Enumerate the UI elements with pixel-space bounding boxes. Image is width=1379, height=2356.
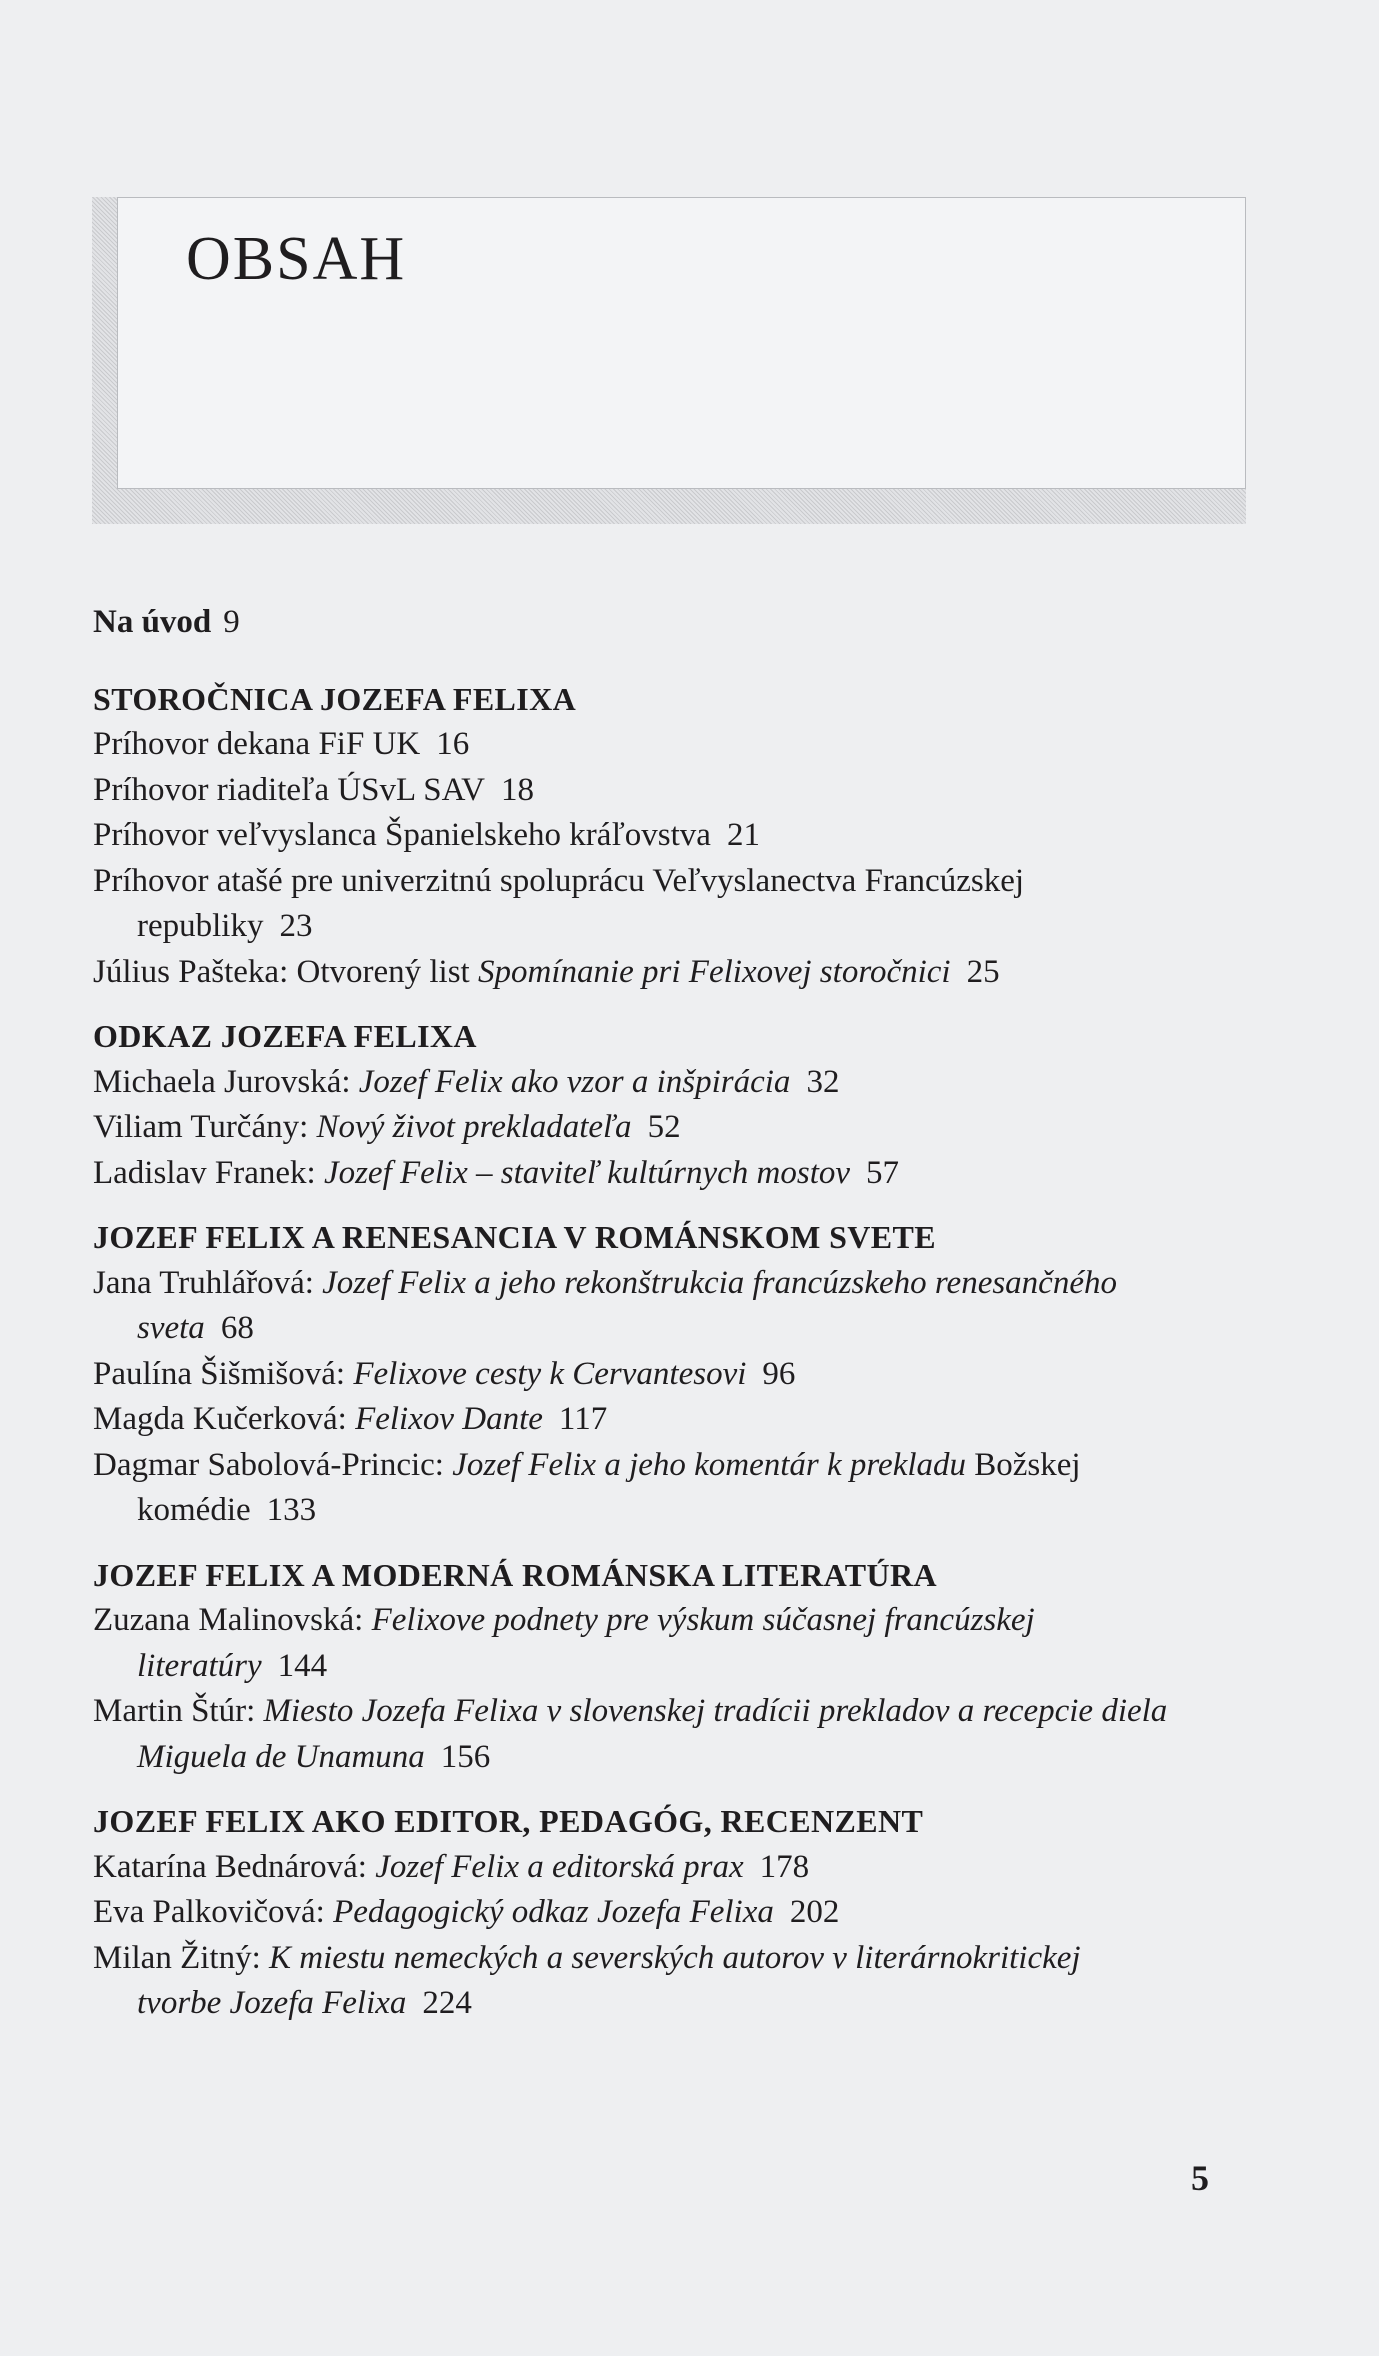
toc-entry <box>93 1890 1253 1936</box>
toc-entry <box>93 950 1253 996</box>
toc-page-number: 202 <box>789 1894 840 1930</box>
toc-entry <box>93 1936 1253 2027</box>
toc-entry <box>93 1689 1253 1780</box>
toc-page-number: 52 <box>647 1109 681 1145</box>
toc-page-number: 156 <box>440 1738 491 1775</box>
toc-entry-author: Ladislav Franek: <box>93 1154 324 1191</box>
toc-section-title: JOZEF FELIX A MODERNÁ ROMÁNSKA LITERATÚRA <box>93 1556 938 1593</box>
toc-page-number: 18 <box>500 771 534 808</box>
toc-entry <box>93 859 1253 950</box>
toc-entry <box>93 1151 1253 1197</box>
toc-page-number: 16 <box>436 726 470 762</box>
toc-entry-title: Spomínanie pri Felixovej storočnici <box>477 953 951 990</box>
toc-entry <box>93 722 1253 768</box>
toc-entry <box>93 1443 1253 1534</box>
toc-entry-label: Na úvod <box>93 604 212 640</box>
toc-entry-author: Katarína Bednárová: <box>93 1848 376 1885</box>
toc-entry <box>93 1060 1253 1106</box>
toc-section <box>93 1799 1253 2027</box>
toc-entry-title: Miesto Jozefa Felixa v slovenskej tradícii prekladov a recepcie diela <box>263 1693 1168 1729</box>
toc-entry-title-suffix: Božskej <box>966 1446 1081 1483</box>
toc-entry-title: Felixov Dante <box>355 1401 543 1437</box>
toc-page-number: 21 <box>726 817 760 853</box>
toc-page-number: 9 <box>223 604 240 640</box>
toc-section <box>93 1014 1253 1196</box>
toc-entry <box>93 1105 1253 1151</box>
toc-entry <box>93 1397 1253 1443</box>
toc-entry-author: Martin Štúr: <box>93 1693 264 1729</box>
toc-page-number: 144 <box>277 1647 328 1684</box>
toc-entry-author: Magda Kučerková: <box>93 1401 356 1437</box>
toc-entry-title-continued: tvorbe Jozefa Felixa <box>137 1985 407 2021</box>
toc-entry-author: Milan Žitný: <box>93 1939 269 1976</box>
toc-section <box>93 677 1253 996</box>
toc-entry-title: Jozef Felix a jeho rekonštrukcia francúzskeho renesančného <box>322 1264 1117 1301</box>
toc-entry-title: Jozef Felix a editorská prax <box>375 1848 744 1885</box>
toc-entry-title: Felixove podnety pre výskum súčasnej francúzskej <box>371 1602 1035 1638</box>
toc-section-title: JOZEF FELIX AKO EDITOR, PEDAGÓG, RECENZENT <box>93 1803 924 1839</box>
toc-entry-author: Dagmar Sabolová-Princic: <box>93 1446 453 1483</box>
toc-entry <box>93 1845 1253 1891</box>
toc-entry-title-continued: komédie <box>137 1492 251 1528</box>
toc-entry-author: Jana Truhlářová: <box>93 1264 323 1301</box>
toc-entry-title: Jozef Felix a jeho komentár k prekladu <box>452 1446 967 1483</box>
toc-entry <box>93 1261 1253 1352</box>
toc-entry-title: Pedagogický odkaz Jozefa Felixa <box>333 1894 774 1930</box>
toc-entry-text: Príhovor dekana FiF UK <box>93 726 421 762</box>
toc-page-number: 224 <box>422 1985 472 2021</box>
toc-entry-intro <box>93 600 1253 646</box>
toc-entry <box>93 768 1253 814</box>
toc-entry-title-continued: Miguela de Unamuna <box>137 1738 425 1775</box>
toc-section-title: JOZEF FELIX A RENESANCIA V ROMÁNSKOM SVETE <box>93 1219 937 1255</box>
toc-entry <box>93 1598 1253 1689</box>
toc-entry-title: Nový život prekladateľa <box>316 1109 632 1145</box>
toc-entry-author: Eva Palkovičová: <box>93 1894 334 1930</box>
toc-page-number: 117 <box>558 1401 608 1437</box>
page-number: 5 <box>1191 2158 1209 2198</box>
toc-page-number: 178 <box>759 1848 810 1885</box>
toc-page-number: 68 <box>220 1310 254 1346</box>
toc-entry-title: Jozef Felix ako vzor a inšpirácia <box>358 1063 791 1100</box>
toc-section <box>93 1553 1253 1781</box>
toc-page-number: 32 <box>806 1063 840 1100</box>
toc-page-number: 57 <box>866 1154 900 1191</box>
toc-section-title: STOROČNICA JOZEFA FELIXA <box>93 680 577 717</box>
toc-page-number: 23 <box>279 908 313 944</box>
toc-section <box>93 1215 1253 1534</box>
toc-entry <box>93 1352 1253 1398</box>
toc-section-title: ODKAZ JOZEFA FELIXA <box>93 1018 477 1054</box>
toc-entry-author: Július Pašteka: Otvorený list <box>93 953 478 990</box>
toc-page-number: 96 <box>762 1355 796 1392</box>
toc-entry-author: Michaela Jurovská: <box>93 1063 359 1100</box>
toc-entry-title: Felixove cesty k Cervantesovi <box>353 1355 747 1392</box>
toc-entry-text: Príhovor atašé pre univerzitnú spoluprácu Veľvyslanectva Francúzskej <box>93 862 1025 899</box>
toc-entry-title-continued: sveta <box>137 1310 205 1346</box>
toc-entry-author: Paulína Šišmišová: <box>93 1355 354 1392</box>
toc-entry-title-continued: literatúry <box>137 1647 262 1684</box>
toc-entry <box>93 813 1253 859</box>
toc-entry-text: Príhovor riaditeľa ÚSvL SAV <box>93 771 485 808</box>
toc-entry-author: Viliam Turčány: <box>93 1109 317 1145</box>
toc-entry-title: Jozef Felix – staviteľ kultúrnych mostov <box>323 1154 851 1191</box>
toc-entry-text: Príhovor veľvyslanca Španielskeho kráľovstva <box>93 817 711 853</box>
toc-entry-author: Zuzana Malinovská: <box>93 1602 372 1638</box>
table-of-contents <box>93 600 1253 2027</box>
page-title: OBSAH <box>186 225 407 293</box>
toc-entry-text-continued: republiky <box>137 908 264 944</box>
toc-page-number: 133 <box>266 1492 317 1528</box>
toc-entry-title: K miestu nemeckých a severských autorov v literárnokritickej <box>269 1939 1081 1976</box>
toc-page-number: 25 <box>966 953 1000 990</box>
